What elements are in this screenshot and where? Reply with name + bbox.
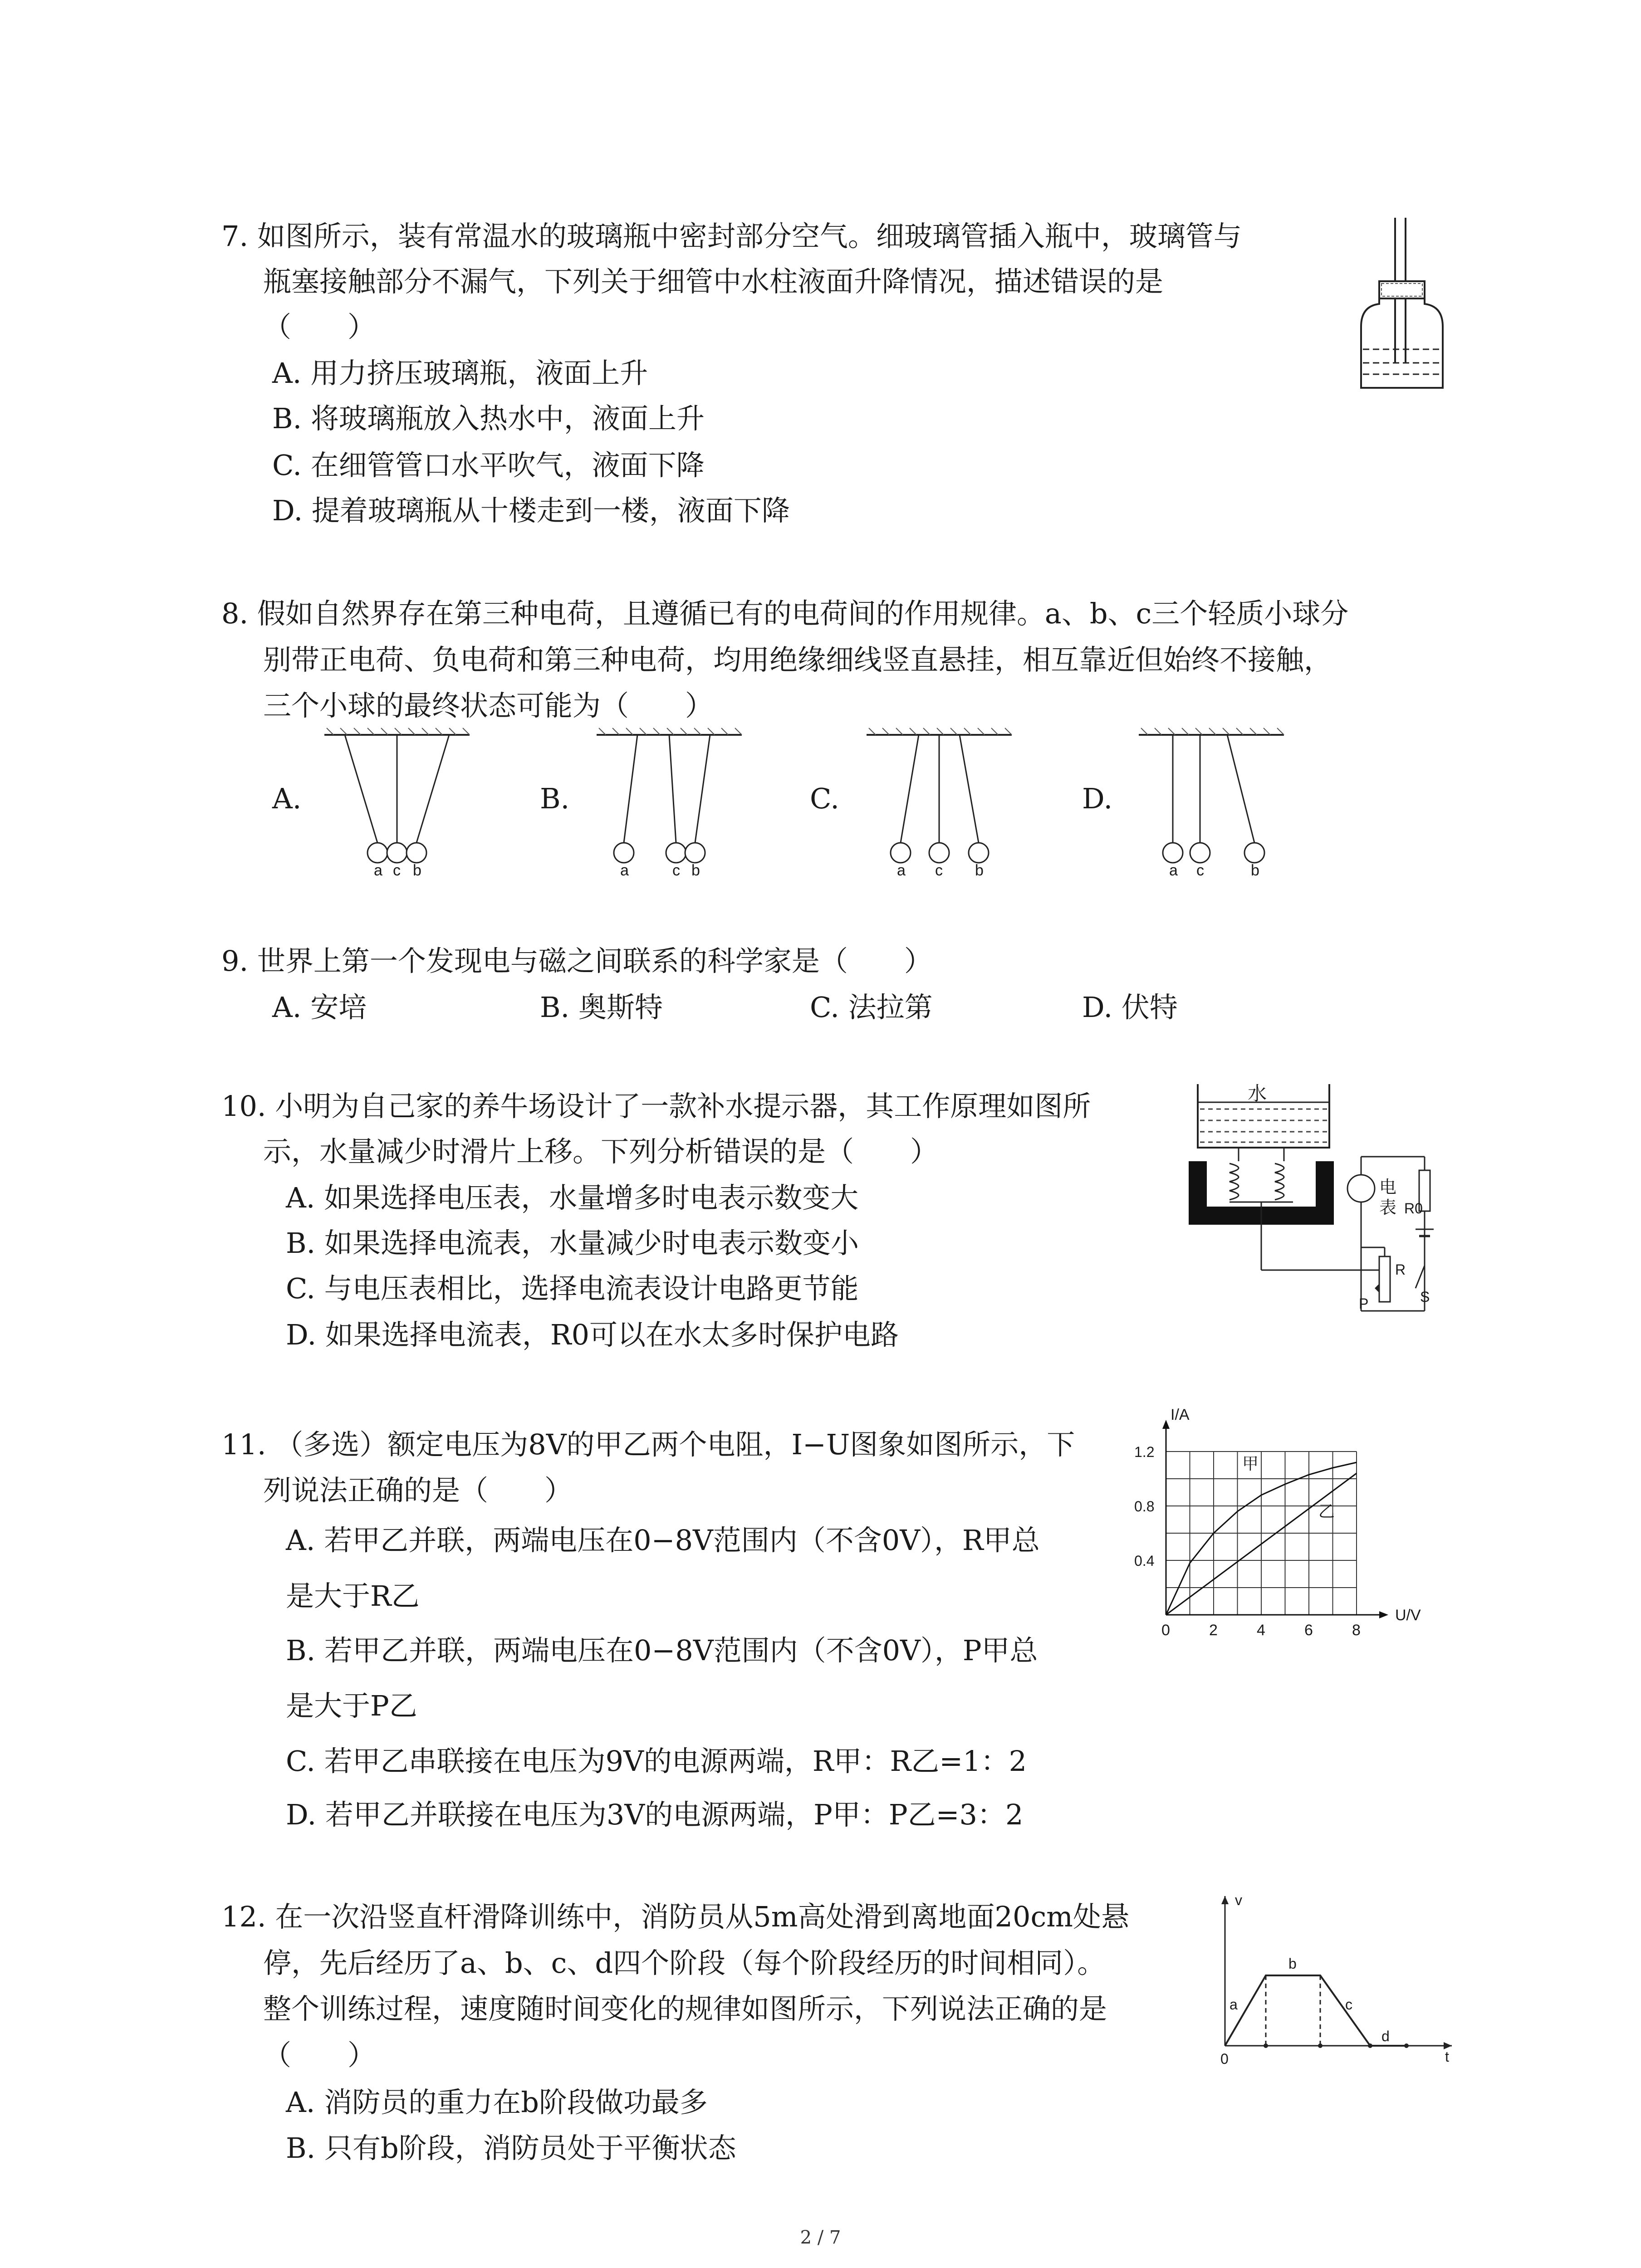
- stage-b-label: b: [1288, 1955, 1297, 1972]
- q11-option-d: D. 若甲乙并联接在电压为3V的电源两端，P甲：P乙=3：2: [286, 1798, 1024, 1831]
- q10-option-c: C. 与电压表相比，选择电流表设计电路更节能: [286, 1272, 859, 1305]
- svg-text:b: b: [691, 862, 700, 879]
- q12-option-a: A. 消防员的重力在b阶段做功最多: [286, 2086, 708, 2119]
- q12-option-b: B. 只有b阶段，消防员处于平衡状态: [286, 2131, 736, 2165]
- ball-label-a: a: [374, 862, 382, 879]
- q7-option-a: A. 用力挤压玻璃瓶，液面上升: [272, 357, 648, 390]
- q10-option-b: B. 如果选择电流表，水量减少时电表示数变小: [286, 1227, 859, 1260]
- q8-option-a-label: A.: [272, 782, 302, 815]
- q8-line1: 8. 假如自然界存在第三种电荷，且遵循已有的电荷间的作用规律。a、b、c三个轻质小球分: [221, 597, 1349, 630]
- pendulum-b-figure: [590, 726, 749, 880]
- x-axis-label: U/V: [1395, 1607, 1421, 1624]
- x-axis-arrow: [1379, 1611, 1388, 1618]
- q10-line2: 示，水量减少时滑片上移。下列分析错误的是（ ）: [263, 1135, 939, 1168]
- svg-text:a: a: [620, 862, 629, 879]
- q10-line1: 10. 小明为自己家的养牛场设计了一款补水提示器，其工作原理如图所: [221, 1090, 1091, 1123]
- q12-line4: （ ）: [263, 2038, 376, 2072]
- q11-option-a-line2: 是大于R乙: [286, 1579, 420, 1613]
- s-label: S: [1420, 1289, 1430, 1305]
- y-tick-label: 0.8: [1134, 1498, 1155, 1515]
- q7-line3: （ ）: [263, 310, 376, 343]
- q11-option-a-line1: A. 若甲乙并联，两端电压在0−8V范围内（不含0V），R甲总: [286, 1524, 1040, 1557]
- x-tick-label: 4: [1257, 1622, 1265, 1639]
- q9-option-a: A. 安培: [272, 991, 367, 1024]
- q9-line1: 9. 世界上第一个发现电与磁之间联系的科学家是（ ）: [221, 944, 932, 978]
- iu-chart: [1134, 1406, 1452, 1651]
- q8-line2: 别带正电荷、负电荷和第三种电荷，均用绝缘细线竖直悬挂，相互靠近但始终不接触，: [263, 643, 1332, 676]
- q8-line3: 三个小球的最终状态可能为（ ）: [263, 689, 714, 722]
- q7-line1: 7. 如图所示，装有常温水的玻璃瓶中密封部分空气。细玻璃管插入瓶中，玻璃管与: [221, 220, 1242, 253]
- y-tick-label: 1.2: [1134, 1444, 1155, 1460]
- p-label: P: [1359, 1295, 1369, 1312]
- q12-line2: 停，先后经历了a、b、c、d四个阶段（每个阶段经历的时间相同）。: [263, 1946, 1106, 1980]
- page-number: 2 / 7: [800, 2227, 841, 2248]
- r0-label: R0: [1404, 1200, 1423, 1217]
- stage-c-label: c: [1345, 1996, 1352, 2013]
- svg-text:a: a: [1169, 862, 1178, 879]
- series-label: 甲: [1242, 1454, 1259, 1473]
- svg-text:c: c: [672, 862, 680, 879]
- q8-option-b-label: B.: [540, 782, 570, 815]
- x-tick-label: 2: [1209, 1622, 1218, 1639]
- q7-option-c: C. 在细管管口水平吹气，液面下降: [272, 449, 705, 482]
- pendulum-c-figure: [860, 726, 1019, 880]
- pendulum-d-figure: [1132, 726, 1291, 880]
- pendulum-a-figure: [318, 726, 476, 880]
- origin-label: 0: [1220, 2051, 1229, 2067]
- q11-option-b-line1: B. 若甲乙并联，两端电压在0−8V范围内（不含0V），P甲总: [286, 1634, 1038, 1667]
- y-tick-label: 0.4: [1134, 1553, 1155, 1569]
- q9-option-d: D. 伏特: [1082, 991, 1178, 1024]
- svg-text:c: c: [1196, 862, 1204, 879]
- svg-text:b: b: [975, 862, 984, 879]
- bottle-figure: [1357, 213, 1447, 395]
- q10-option-d: D. 如果选择电流表，R0可以在水太多时保护电路: [286, 1318, 899, 1351]
- x-tick-label: 6: [1304, 1622, 1313, 1639]
- q7-option-d: D. 提着玻璃瓶从十楼走到一楼，液面下降: [272, 494, 790, 527]
- q11-option-c: C. 若甲乙串联接在电压为9V的电源两端，R甲：R乙=1：2: [286, 1745, 1027, 1778]
- x-tick-label: 0: [1161, 1622, 1170, 1639]
- q7-line2: 瓶塞接触部分不漏气，下列关于细管中水柱液面升降情况，描述错误的是: [263, 265, 1164, 298]
- vt-graph-figure: [1207, 1887, 1461, 2068]
- q7-option-b: B. 将玻璃瓶放入热水中，液面上升: [272, 402, 705, 435]
- svg-text:c: c: [935, 862, 943, 879]
- r-label: R: [1395, 1261, 1406, 1278]
- q8-option-d-label: D.: [1082, 782, 1113, 815]
- water-circuit-figure: [1180, 1075, 1434, 1315]
- q10-option-a: A. 如果选择电压表，水量增多时电表示数变大: [286, 1181, 859, 1214]
- meter-label-1: 电: [1379, 1178, 1397, 1197]
- q9-option-c: C. 法拉第: [810, 991, 933, 1024]
- q9-option-b: B. 奥斯特: [540, 991, 663, 1024]
- v-label: v: [1235, 1892, 1242, 1908]
- q8-option-c-label: C.: [810, 782, 839, 815]
- meter-label-2: 表: [1379, 1198, 1397, 1217]
- svg-text:a: a: [897, 862, 906, 879]
- q12-line1: 12. 在一次沿竖直杆滑降训练中，消防员从5m高处滑到离地面20cm处悬: [221, 1900, 1129, 1933]
- y-axis-arrow: [1162, 1420, 1170, 1429]
- q11-line1: 11. （多选）额定电压为8V的甲乙两个电阻，I−U图象如图所示，下: [221, 1428, 1075, 1461]
- q12-line3: 整个训练过程，速度随时间变化的规律如图所示，下列说法正确的是: [263, 1992, 1107, 2025]
- t-label: t: [1445, 2048, 1449, 2065]
- q11-line2: 列说法正确的是（ ）: [263, 1474, 573, 1507]
- svg-text:b: b: [1251, 862, 1259, 879]
- x-tick-label: 8: [1352, 1622, 1361, 1639]
- water-label: 水: [1248, 1083, 1267, 1104]
- y-axis-label: I/A: [1171, 1406, 1190, 1423]
- series-label: 乙: [1318, 1502, 1335, 1520]
- ball-label-c: c: [393, 862, 401, 879]
- stage-a-label: a: [1230, 1996, 1238, 2013]
- ball-label-b: b: [413, 862, 421, 879]
- stage-d-label: d: [1381, 2028, 1390, 2044]
- q11-option-b-line2: 是大于P乙: [286, 1689, 417, 1722]
